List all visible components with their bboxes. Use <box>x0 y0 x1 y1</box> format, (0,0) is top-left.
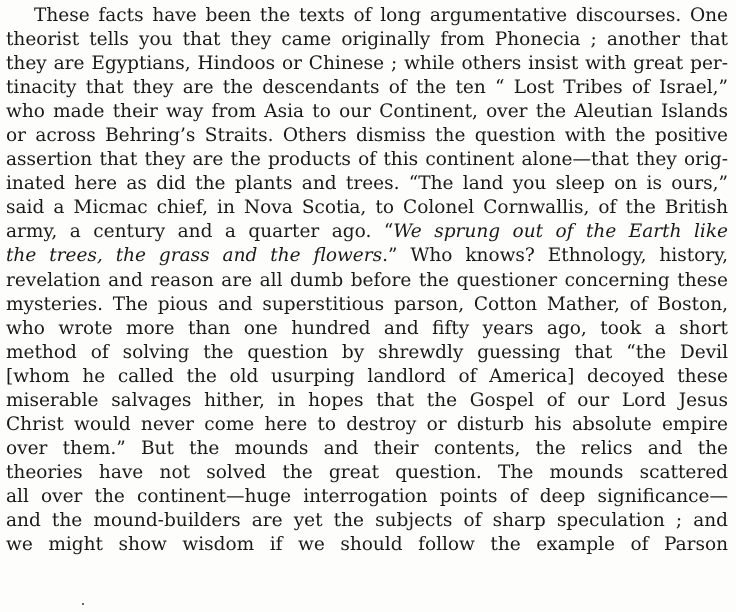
body-paragraph <box>6 4 728 557</box>
text-line: theories have not solved the great question. The mounds scattered <box>6 461 728 483</box>
text-line: over them.” But the mounds and their contents, the relics and the <box>6 437 728 459</box>
text-line: we might show wisdom if we should follow the example of Parson <box>6 534 728 556</box>
text-line: and the mound-builders are yet the subjects of sharp speculation ; and <box>6 509 728 531</box>
text-line <box>6 220 728 244</box>
text-line: mysteries. The pious and superstitious parson, Cotton Mather, of Boston, <box>6 293 728 315</box>
text-line: miserable salvages hither, in hopes that the Gospel of our Lord Jesus <box>6 389 728 411</box>
text-line: inated here as did the plants and trees. “The land you sleep on is ours,” <box>6 173 728 195</box>
text-segment: army, a century and a quarter ago. “ <box>6 221 394 243</box>
text-segment: .” Who knows? Ethnology, history, <box>382 245 728 267</box>
text-line: they are Egyptians, Hindoos or Chinese ; while others insist with great per- <box>6 53 728 75</box>
text-line: theorist tells you that they came originally from Phonecia ; another that <box>6 29 728 51</box>
text-line: who made their way from Asia to our Continent, over the Aleutian Islands <box>6 101 728 123</box>
italic-quote: We sprung out of the Earth like <box>393 221 728 243</box>
text-line: who wrote more than one hundred and fifty years ago, took a short <box>6 317 728 339</box>
italic-quote: the trees, the grass and the flowers <box>6 245 383 267</box>
text-line: or across Behring’s Straits. Others dismiss the question with the positive <box>6 125 728 147</box>
text-line: [whom he called the old usurping landlord of America] decoyed these <box>6 365 728 387</box>
text-line: Christ would never come here to destroy or disturb his absolute empire <box>6 413 728 435</box>
text-line <box>6 244 728 268</box>
text-line: all over the continent—huge interrogation points of deep significance— <box>6 485 728 507</box>
text-line: assertion that they are the products of this continent alone—that they orig- <box>6 149 728 171</box>
text-line: method of solving the question by shrewdly guessing that “the Devil <box>6 341 728 363</box>
ink-speck <box>82 603 84 605</box>
text-line: These facts have been the texts of long argumentative discourses. One <box>34 5 728 26</box>
text-line: revelation and reason are all dumb before the questioner concerning these <box>6 269 728 291</box>
text-line: tinacity that they are the descendants of the ten “ Lost Tribes of Israel,” <box>6 77 728 99</box>
text-line: said a Micmac chief, in Nova Scotia, to Colonel Cornwallis, of the British <box>6 197 728 219</box>
